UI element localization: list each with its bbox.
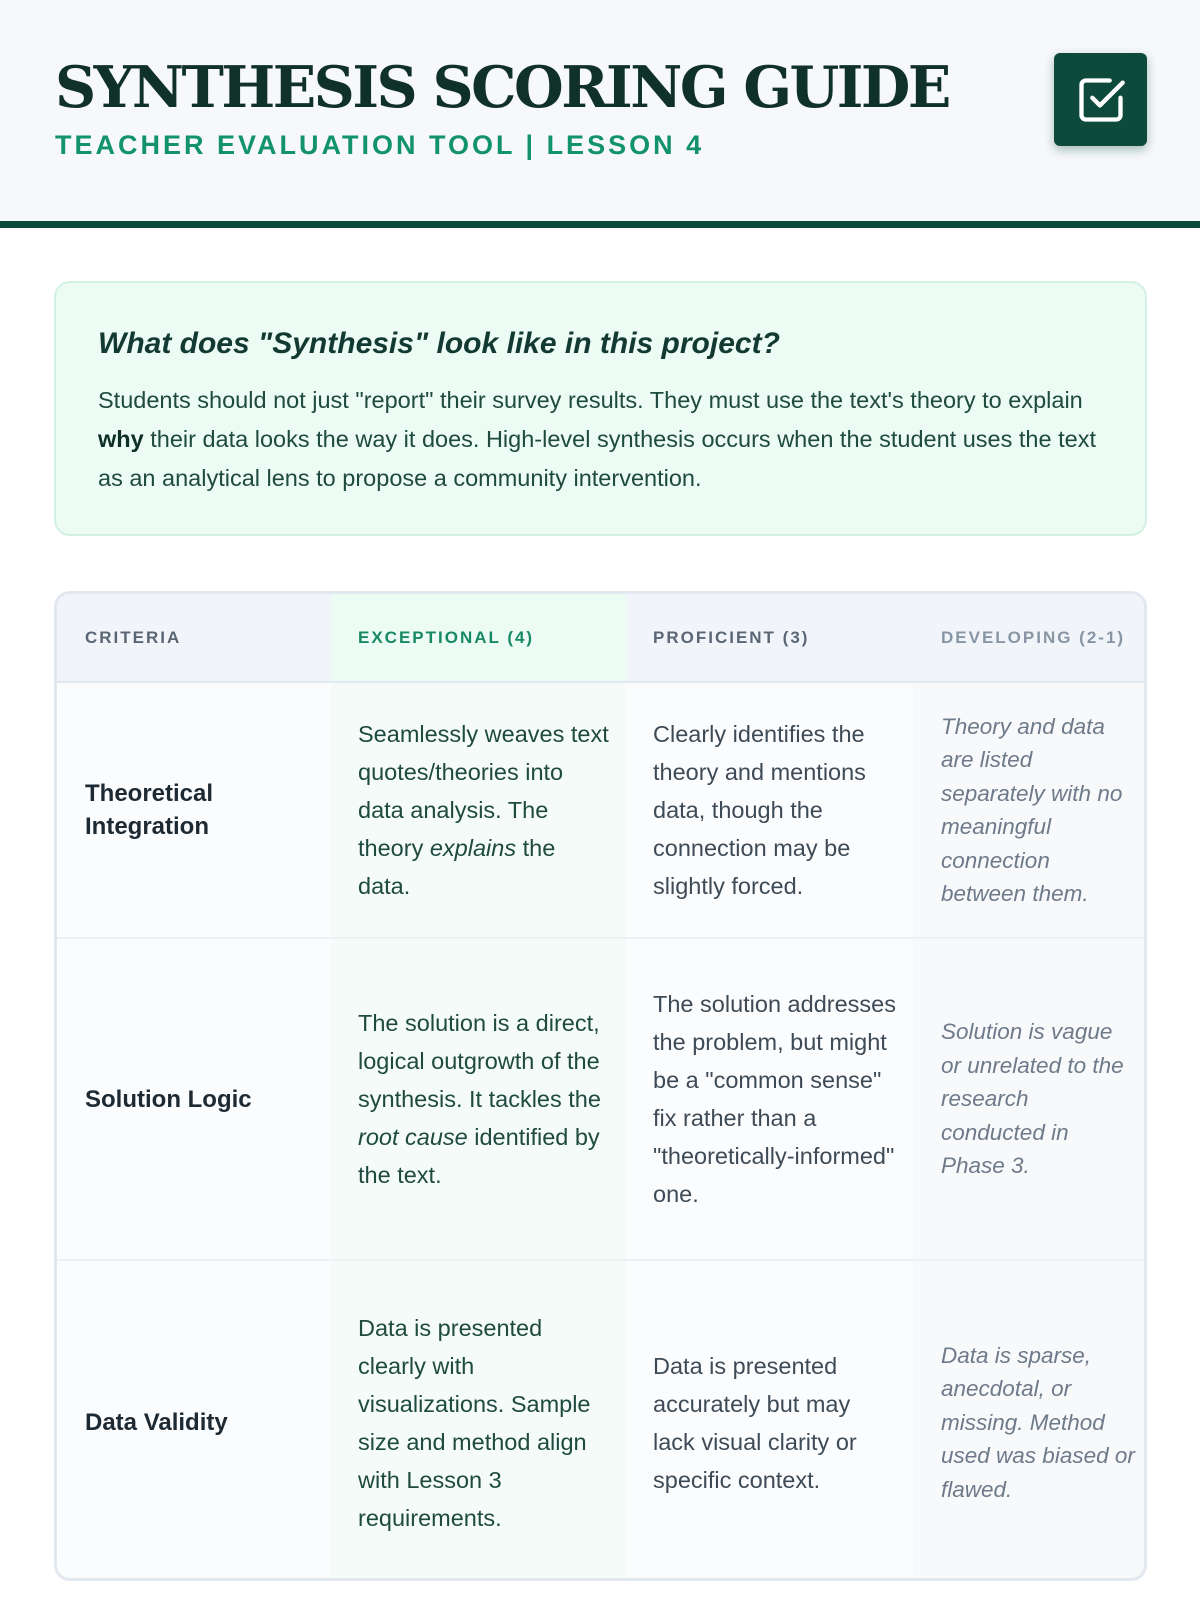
page-header <box>0 0 1200 228</box>
criteria-cell <box>57 683 331 937</box>
rubric-table <box>54 591 1147 1581</box>
header-cell-criteria <box>57 594 331 681</box>
header-cell-proficient <box>626 594 913 681</box>
proficient-cell <box>626 939 913 1259</box>
exceptional-cell <box>331 683 626 937</box>
exceptional-text-end: the data. <box>358 835 556 899</box>
header-developing: DEVELOPING (2-1) <box>941 627 1126 647</box>
exceptional-cell <box>331 939 626 1259</box>
exceptional-text-end: identified by the text. <box>358 1124 600 1188</box>
checkbox-icon <box>1075 74 1127 126</box>
exceptional-text-start: The solution is a direct, logical outgrowth of the synthesis. It tackles the <box>358 1010 601 1112</box>
criteria-cell <box>57 1261 331 1581</box>
callout-body <box>98 381 1108 498</box>
criteria-cell <box>57 939 331 1259</box>
header-exceptional: EXCEPTIONAL (4) <box>358 627 535 647</box>
proficient-cell <box>626 1261 913 1581</box>
developing-cell <box>913 939 1147 1259</box>
proficient-cell <box>626 683 913 937</box>
rubric-header-row <box>57 594 1147 683</box>
table-row <box>57 1261 1147 1581</box>
exceptional-text-emphasis: root cause <box>358 1124 468 1150</box>
table-row <box>57 683 1147 939</box>
proficient-text: Data is presented accurately but may lack visual clarity or specific context. <box>653 1352 857 1493</box>
header-cell-developing <box>913 594 1147 681</box>
exceptional-cell <box>331 1261 626 1581</box>
exceptional-text <box>358 1004 610 1194</box>
exceptional-text <box>358 715 610 905</box>
criteria-label: Solution Logic <box>85 1085 252 1113</box>
exceptional-text-start: Seamlessly weaves text quotes/theories into data analysis. The theory <box>358 721 609 861</box>
header-proficient: PROFICIENT (3) <box>653 627 810 647</box>
callout-title: What does "Synthesis" look like in this project? <box>98 327 780 360</box>
callout-body-emphasis: why <box>98 426 144 452</box>
header-cell-exceptional <box>331 594 626 681</box>
checkbox-button[interactable] <box>1054 53 1147 146</box>
synthesis-callout <box>54 281 1147 536</box>
callout-body-text-end: their data looks the way it does. High-level synthesis occurs when the student uses the text as an analytical lens to propose a community intervention. <box>98 426 1096 491</box>
header-criteria: CRITERIA <box>85 627 182 647</box>
developing-text: Theory and data are listed separately with no meaningful connection between them. <box>941 713 1123 906</box>
developing-text: Data is sparse, anecdotal, or missing. Method used was biased or flawed. <box>941 1342 1135 1502</box>
proficient-text: Clearly identifies the theory and mentions data, though the connection may be slightly forced. <box>653 721 866 899</box>
proficient-text: The solution addresses the problem, but might be a "common sense" fix rather than a "theoretically-informed" one. <box>653 991 896 1207</box>
callout-body-text: Students should not just "report" their survey results. They must use the text's theory to explain <box>98 387 1083 413</box>
exceptional-text-emphasis: explains <box>429 835 517 861</box>
page-title: SYNTHESIS SCORING GUIDE <box>55 54 949 121</box>
exceptional-text <box>358 1309 610 1537</box>
table-row <box>57 939 1147 1261</box>
exceptional-text-start: Data is presented clearly with visualizations. Sample size and method align with Lesson 3 requirements. <box>358 1314 591 1531</box>
page-subtitle: TEACHER EVALUATION TOOL | LESSON 4 <box>55 130 705 160</box>
developing-cell <box>913 683 1147 937</box>
developing-text: Solution is vague or unrelated to the research conducted in Phase 3. <box>941 1019 1124 1179</box>
criteria-label: Theoretical Integration <box>85 780 214 840</box>
developing-cell <box>913 1261 1147 1581</box>
criteria-label: Data Validity <box>85 1409 228 1436</box>
